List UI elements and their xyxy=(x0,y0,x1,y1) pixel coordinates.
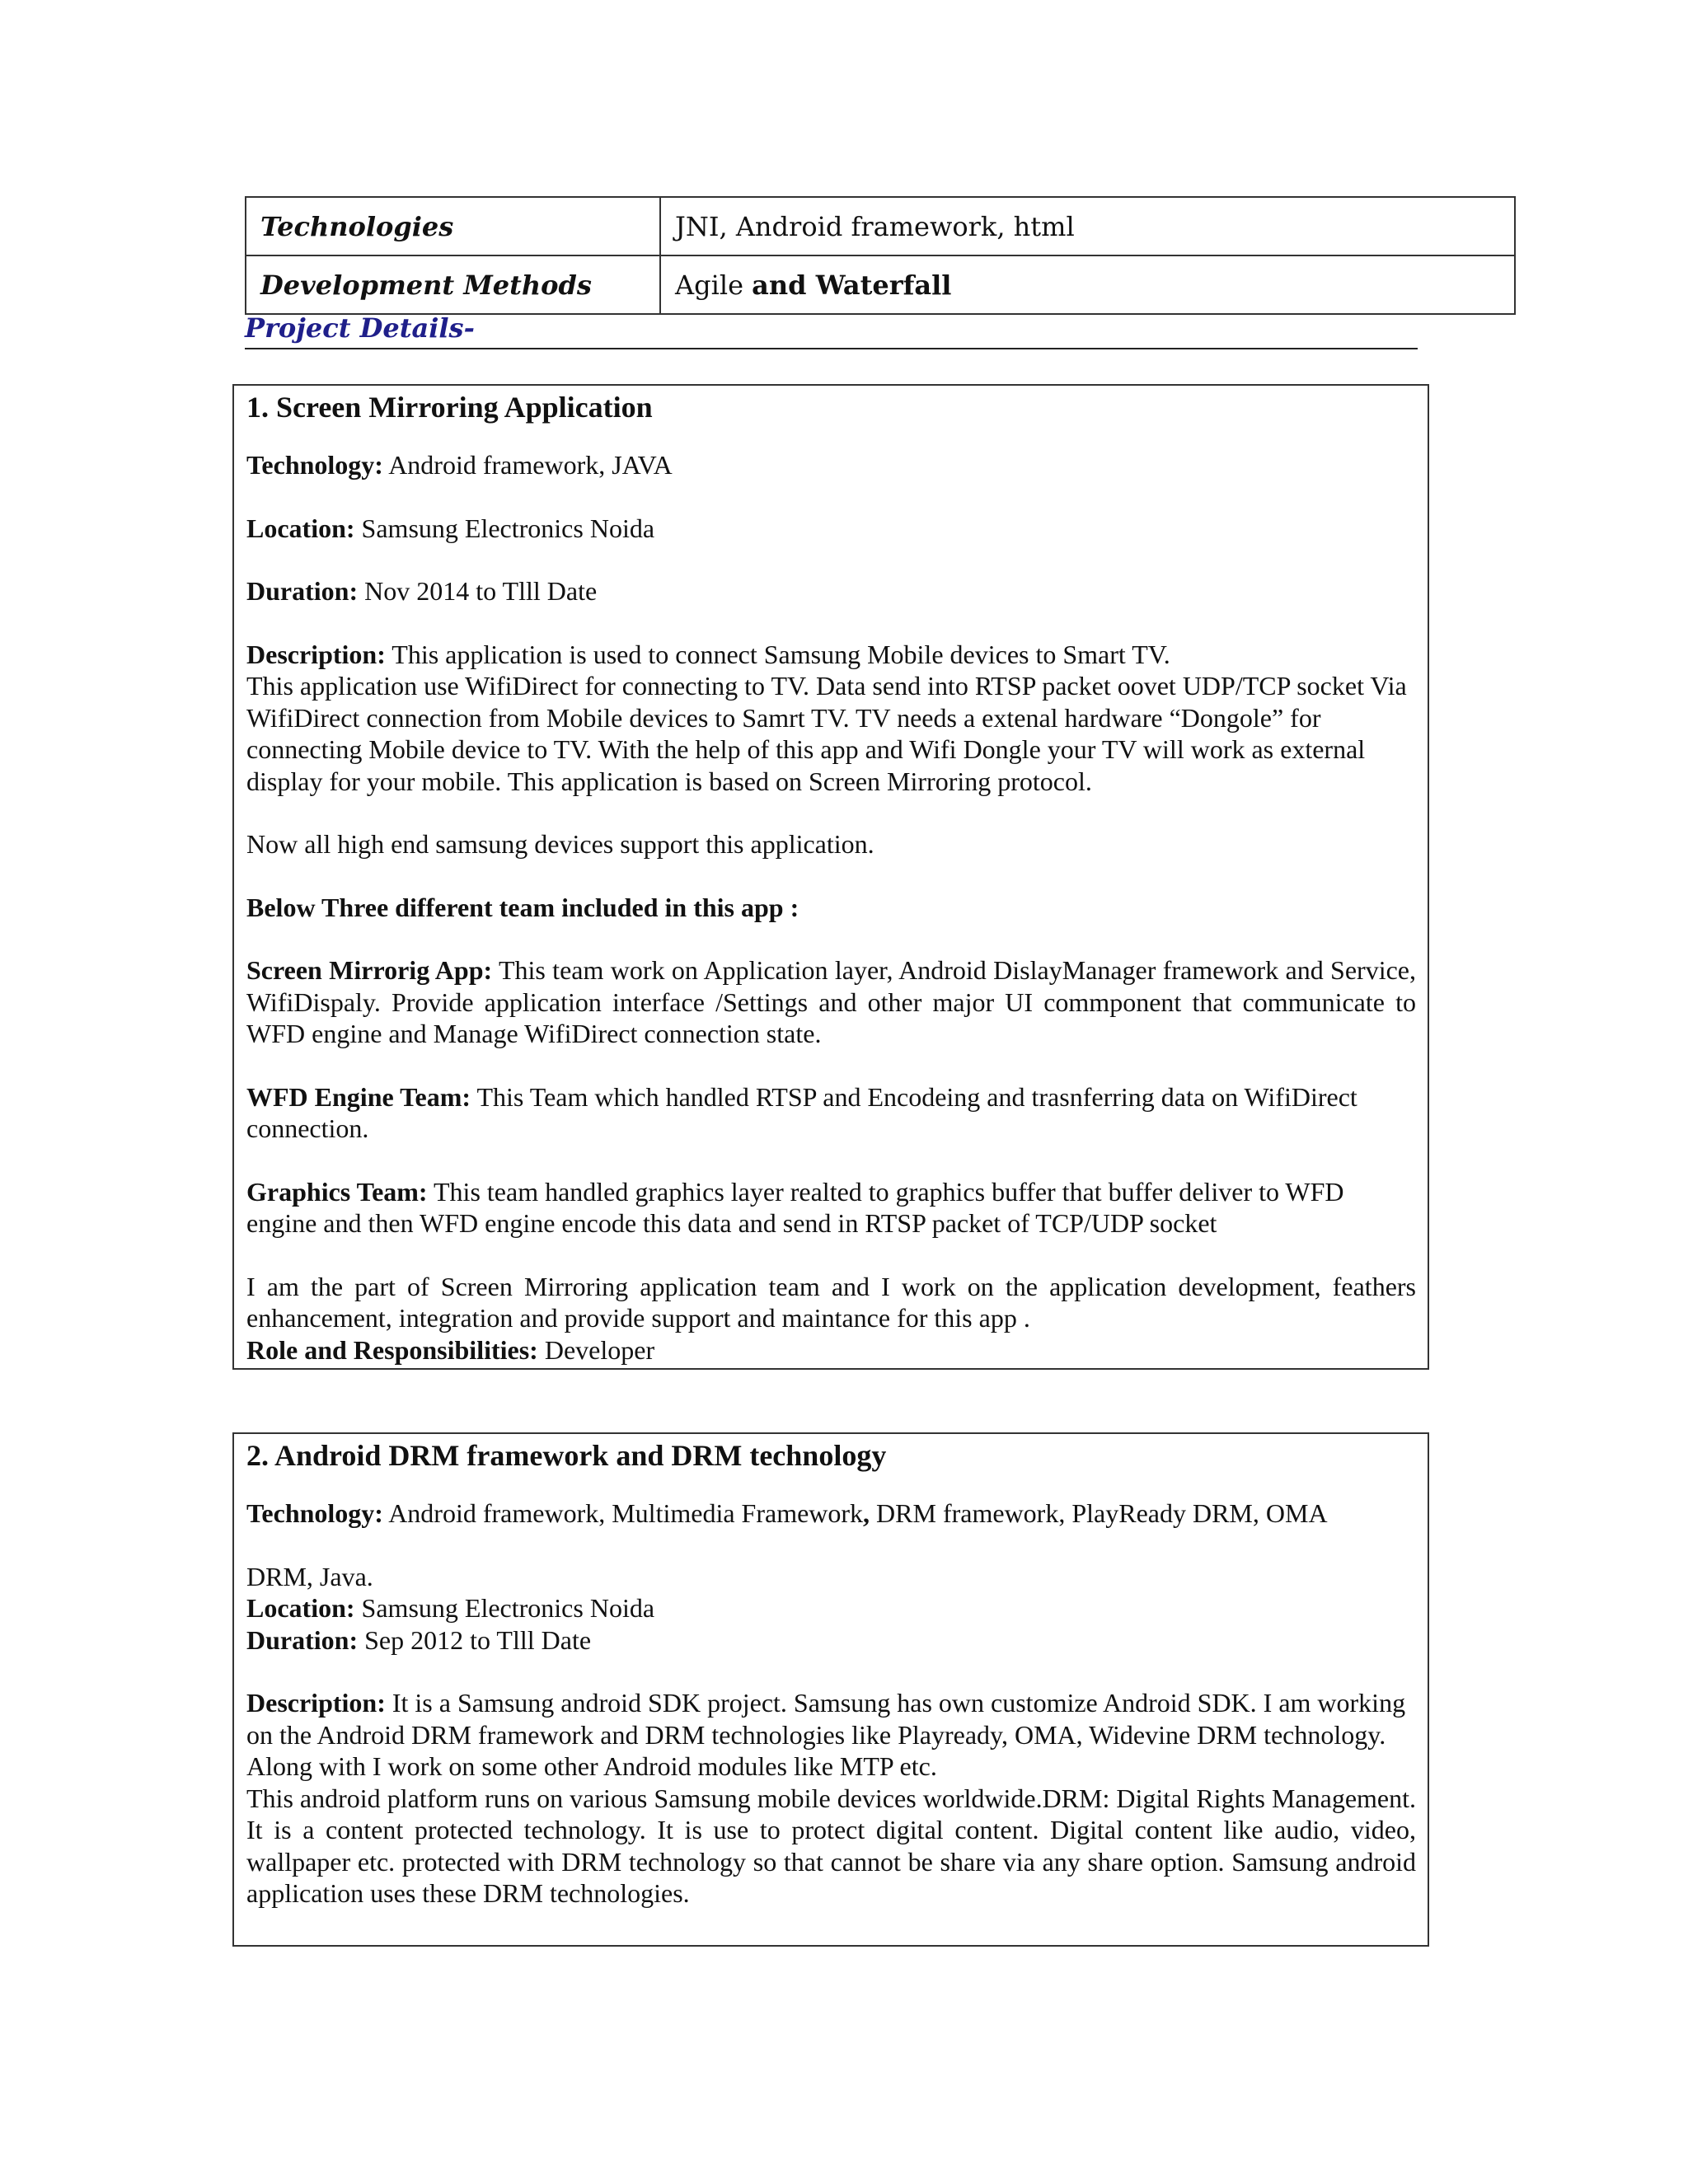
project-card-drm xyxy=(232,1432,1429,1947)
team-graphics: Graphics Team: This team handled graphics layer realted to graphics buffer that buffer deliver to WFD engine and then WFD engine encode this data and send in RTSP packet of TCP/UDP socket xyxy=(246,1176,1344,1238)
project-duration: Duration: Nov 2014 to Tlll Date xyxy=(246,576,598,606)
project-description-continued: This application use WifiDirect for connecting to TV. Data send into RTSP packet oovet UDP/TCP socket Via WifiDirect connection from Mobile devices to Samrt TV. TV needs a extenal hardware “Dongole” for connecting Mobile device to TV. With the help of this app and Wifi Dongle your TV will work as external display for your mobile. This application is based on Screen Mirroring protocol. xyxy=(246,671,1407,796)
team-screen-mirroring-app: Screen Mirrorig App: This team work on Application layer, Android DislayManager framework and Service, WifiDispaly. Provide application interface /Settings and other major UI commponent that communicate to WFD engine and Manage WifiDirect connection state. xyxy=(246,955,1417,1048)
technologies-label: Technologies xyxy=(246,197,660,255)
development-methods-value: Agile and Waterfall xyxy=(660,255,1515,314)
project-title: 2. Android DRM framework and DRM technology xyxy=(246,1439,887,1472)
summary-table xyxy=(245,196,1516,315)
project-title: 1. Screen Mirroring Application xyxy=(246,391,653,424)
involvement-text: I am the part of Screen Mirroring application team and I work on the application development, feathers enhancement, integration and provide support and maintance for this app . xyxy=(246,1271,1416,1333)
project-technology-continued: DRM, Java. xyxy=(246,1561,373,1591)
technologies-value: JNI, Android framework, html xyxy=(660,197,1515,255)
project-location: Location: Samsung Electronics Noida xyxy=(246,1593,655,1623)
project-technology: Technology: Android framework, Multimedia Framework, DRM framework, PlayReady DRM, OMA xyxy=(246,1498,1328,1528)
support-note: Now all high end samsung devices support this application. xyxy=(246,829,874,859)
project-location: Location: Samsung Electronics Noida xyxy=(246,513,655,543)
table-row xyxy=(246,197,1515,255)
project-duration: Duration: Sep 2012 to Tlll Date xyxy=(246,1624,592,1655)
project-technology: Technology: Android framework, JAVA xyxy=(246,450,673,480)
teams-heading: Below Three different team included in this app : xyxy=(246,892,799,922)
project-card-screen-mirroring xyxy=(232,384,1429,1370)
role-responsibilities: Role and Responsibilities: Developer xyxy=(246,1334,655,1365)
development-methods-label: Development Methods xyxy=(246,255,660,314)
project-description: Description: This application is used to connect Samsung Mobile devices to Smart TV. xyxy=(246,639,1170,669)
project-description-continued: This android platform runs on various Samsung mobile devices worldwide.DRM: Digital Rights Management. It is a content protected technology. It is use to protect digital content. Digital content like audio, video, wallpaper etc. protected with DRM technology so that cannot be share via any share option. Samsung android application uses these DRM technologies. xyxy=(246,1783,1416,1908)
project-description: Description: It is a Samsung android SDK project. Samsung has own customize Android SDK. I am working on the Android DRM framework and DRM technologies like Playready, OMA, Widevine DRM technology. Along with I work on some other Android modules like MTP etc. xyxy=(246,1688,1406,1781)
team-wfd-engine: WFD Engine Team: This Team which handled RTSP and Encodeing and trasnferring data on WifiDirect connection. xyxy=(246,1081,1357,1143)
section-title: Project Details- xyxy=(245,312,1418,349)
table-row xyxy=(246,255,1515,314)
